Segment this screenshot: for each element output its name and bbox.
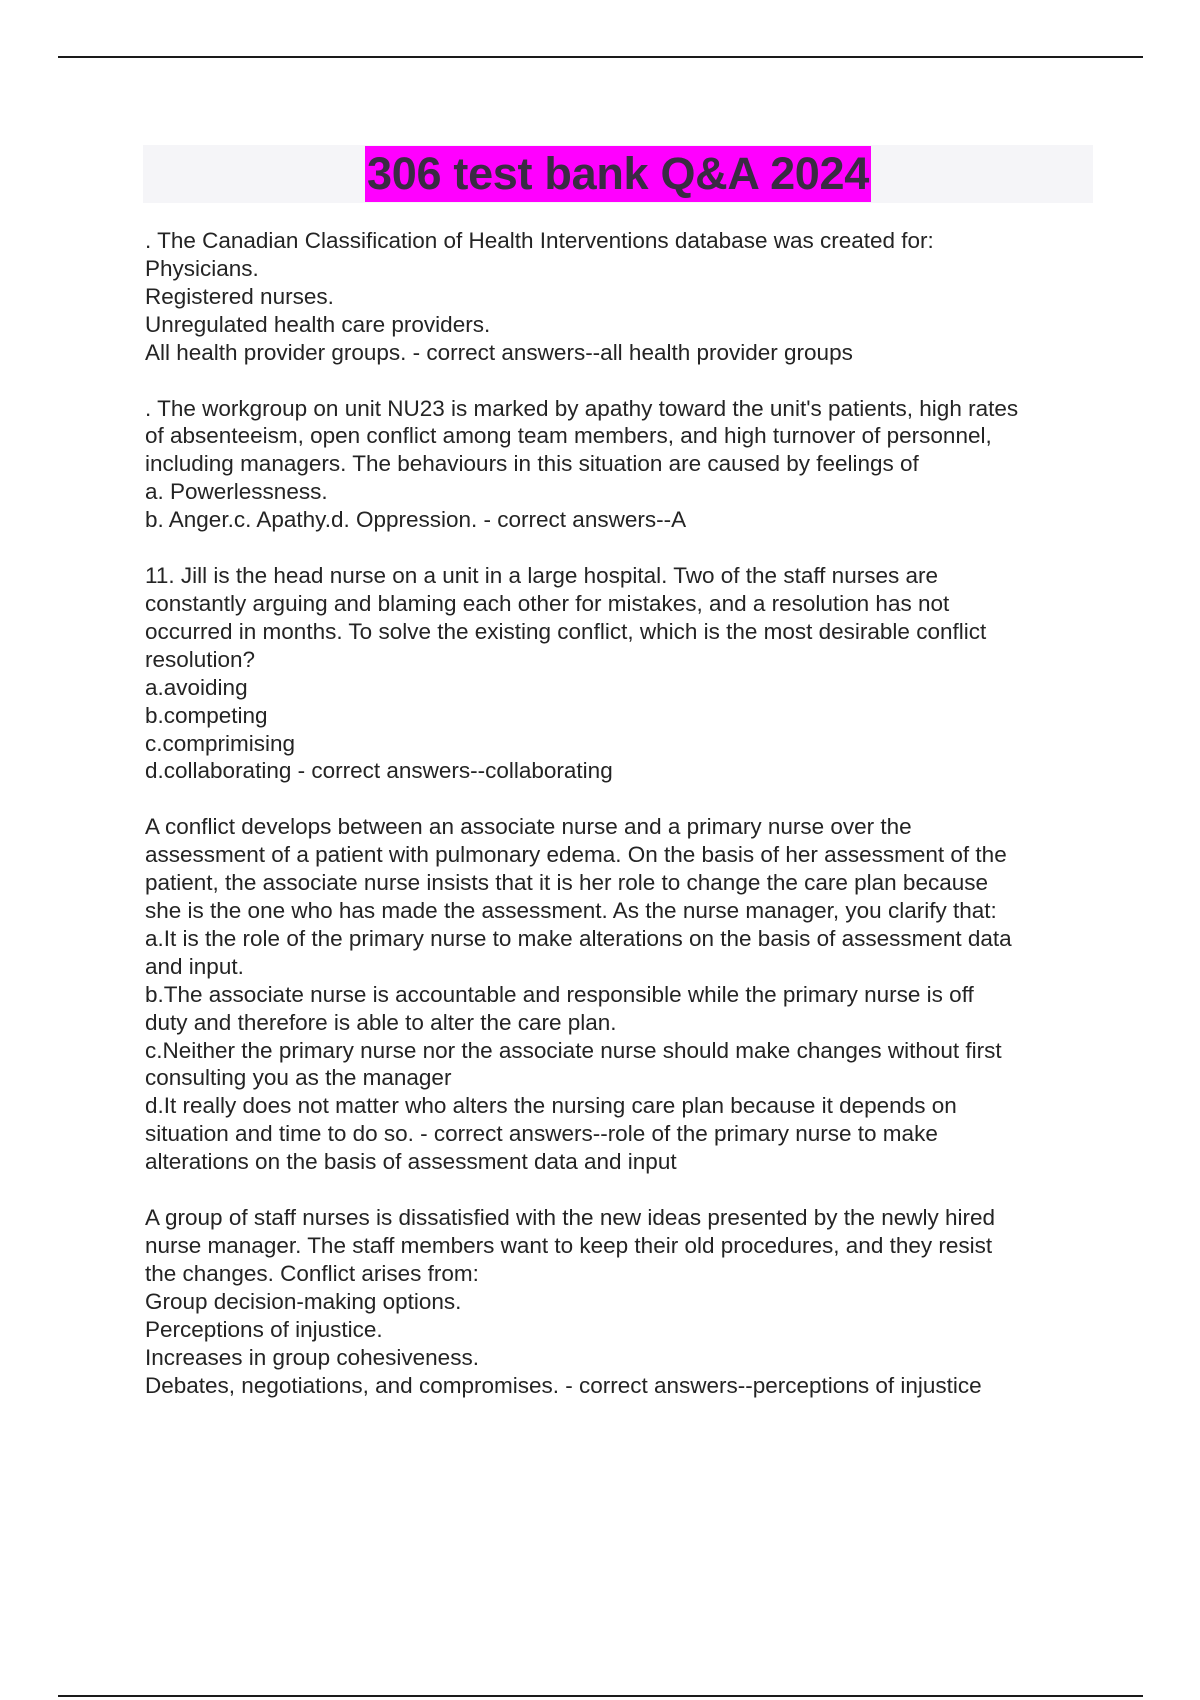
answer-option: duty and therefore is able to alter the care plan. <box>145 1009 617 1035</box>
question-line: A conflict develops between an associate nurse and a primary nurse over the <box>145 814 912 840</box>
question-line: . The Canadian Classification of Health Interventions database was created for: <box>145 228 934 253</box>
answer-option: Group decision-making options. <box>145 1288 462 1314</box>
answer-option: Registered nurses. <box>145 283 334 309</box>
question-line: occurred in months. To solve the existing conflict, which is the most desirable conflict <box>145 618 987 644</box>
answer-option: and input. <box>145 953 244 979</box>
question-line: assessment of a patient with pulmonary edema. On the basis of her assessment of the <box>145 842 1007 868</box>
question-line: including managers. The behaviours in this situation are caused by feelings of <box>145 451 919 477</box>
answer-option: situation and time to do so. - correct answers--role of the primary nurse to make <box>145 1121 938 1147</box>
answer-option: alterations on the basis of assessment data and input <box>145 1149 677 1175</box>
question-block <box>145 227 1105 367</box>
answer-option: Physicians. <box>145 255 259 281</box>
answer-option: consulting you as the manager <box>145 1065 452 1091</box>
answer-option: Increases in group cohesiveness. <box>145 1344 479 1370</box>
question-block <box>145 813 1105 1176</box>
question-line: resolution? <box>145 646 256 672</box>
answer-option: c.Neither the primary nurse nor the associate nurse should make changes without first <box>145 1037 1002 1063</box>
answer-option: a.It is the role of the primary nurse to make alterations on the basis of assessment data <box>145 925 1012 951</box>
question-list <box>145 227 1105 1427</box>
answer-option: Perceptions of injustice. <box>145 1316 383 1342</box>
answer-option: All health provider groups. - correct answers--all health provider groups <box>145 339 853 365</box>
question-line: she is the one who has made the assessment. As the nurse manager, you clarify that: <box>145 898 997 924</box>
question-line: A group of staff nurses is dissatisfied with the new ideas presented by the newly hired <box>145 1205 996 1231</box>
question-line: nurse manager. The staff members want to keep their old procedures, and they resist <box>145 1233 993 1258</box>
answer-option: Unregulated health care providers. <box>145 311 491 337</box>
question-block <box>145 1204 1105 1399</box>
answer-option: b.competing <box>145 702 268 728</box>
question-line: . The workgroup on unit NU23 is marked by apathy toward the unit's patients, high rates <box>145 395 1019 421</box>
answer-option: a.avoiding <box>145 674 248 700</box>
answer-option: b.The associate nurse is accountable and responsible while the primary nurse is off <box>145 981 974 1007</box>
question-line: the changes. Conflict arises from: <box>145 1260 479 1286</box>
bottom-rule <box>58 1695 1143 1697</box>
title-band <box>143 145 1093 203</box>
answer-option: c.comprimising <box>145 730 296 756</box>
question-block <box>145 562 1105 785</box>
answer-option: a. Powerlessness. <box>145 479 328 505</box>
answer-option: d.collaborating - correct answers--collaborating <box>145 758 613 784</box>
answer-option: d.It really does not matter who alters the nursing care plan because it depends on <box>145 1093 957 1119</box>
question-line: patient, the associate nurse insists that it is her role to change the care plan because <box>145 870 989 896</box>
answer-option: Debates, negotiations, and compromises. - correct answers--perceptions of injustice <box>145 1372 982 1398</box>
question-block <box>145 395 1105 535</box>
question-line: constantly arguing and blaming each other for mistakes, and a resolution has not <box>145 590 950 616</box>
question-line: of absenteeism, open conflict among team members, and high turnover of personnel, <box>145 423 992 449</box>
page-title: 306 test bank Q&A 2024 <box>365 146 871 202</box>
top-rule <box>58 56 1143 58</box>
question-line: 11. Jill is the head nurse on a unit in a large hospital. Two of the staff nurses are <box>145 563 938 589</box>
answer-option: b. Anger.c. Apathy.d. Oppression. - correct answers--A <box>145 507 687 533</box>
